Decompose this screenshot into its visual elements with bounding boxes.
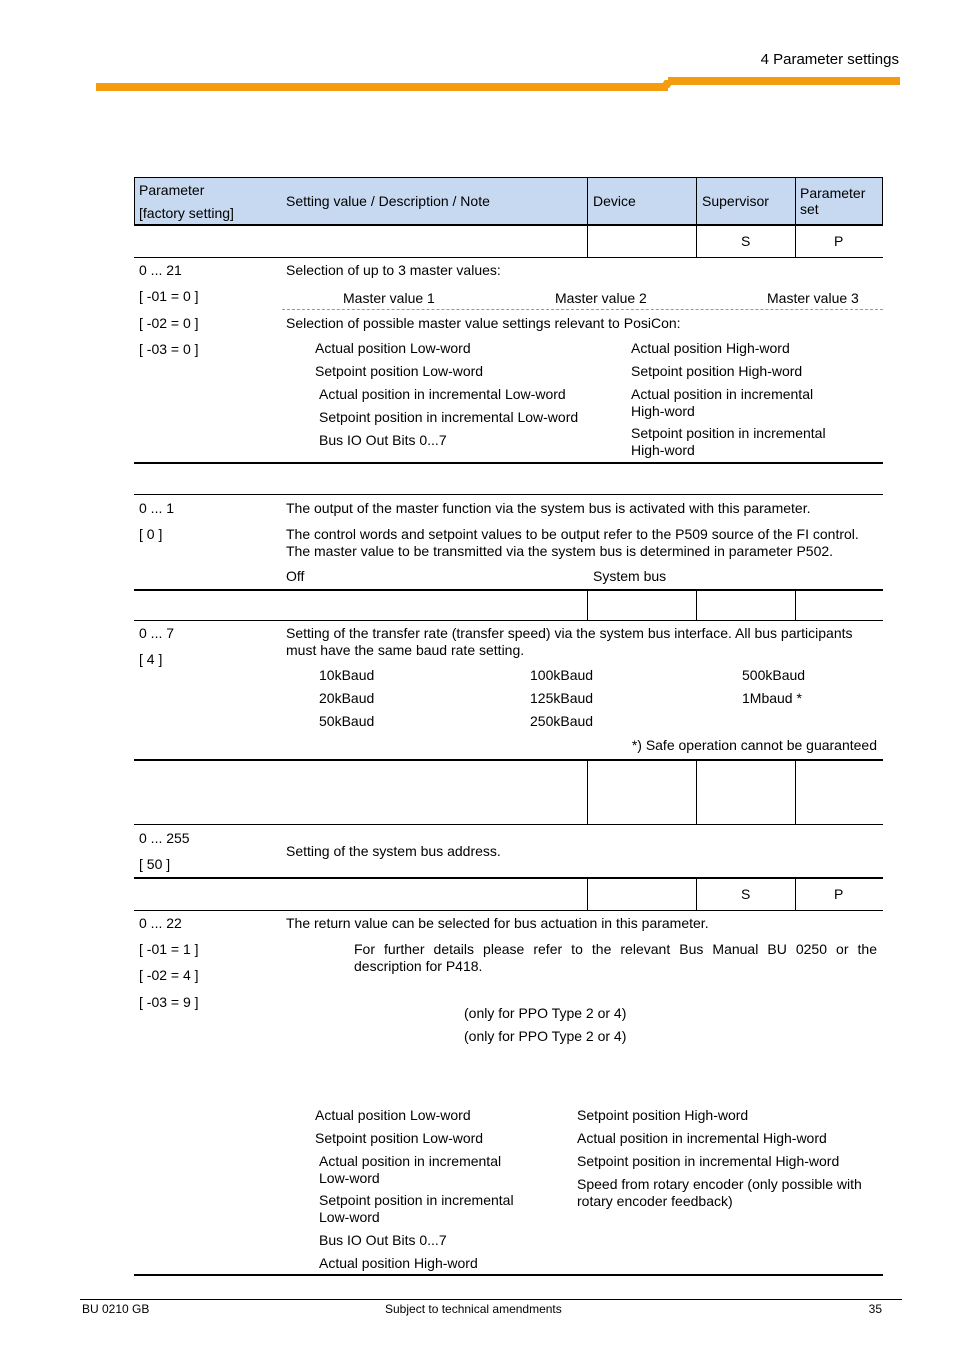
p3-baud-option: 10kBaud — [319, 667, 375, 683]
p1-range: 0 ... 21 — [139, 262, 182, 278]
header-parameter-set: Parameter set — [800, 185, 866, 217]
footer-notice: Subject to technical amendments — [385, 1302, 562, 1316]
p5-ppo-note: (only for PPO Type 2 or 4) — [464, 1005, 627, 1021]
p3-range: 0 ... 7 — [139, 625, 175, 641]
p5-option: Setpoint position in incremental High-word — [577, 1153, 840, 1169]
p5-note: For further details please refer to the relevant Bus Manual BU 0250 or the description for P418. — [354, 941, 877, 974]
p3-baud-option: 500kBaud — [742, 667, 806, 683]
p3-baud-option: 1Mbaud * — [742, 690, 802, 706]
p1-option: Actual position Low-word — [315, 340, 471, 356]
p5-option: Setpoint position in incremental Low-word — [319, 1192, 514, 1225]
p5-option: Actual position in incremental High-word — [577, 1130, 827, 1146]
p4-description: Setting of the system bus address. — [286, 843, 501, 859]
p4-factory: [ 50 ] — [139, 856, 171, 872]
p5-factory-01: [ -01 = 1 ] — [139, 941, 199, 957]
p3-baud-option: 250kBaud — [530, 713, 594, 729]
p1-description: Selection of up to 3 master values: — [286, 262, 501, 278]
p1-option: Bus IO Out Bits 0...7 — [319, 432, 447, 448]
p1-factory-03: [ -03 = 0 ] — [139, 341, 199, 357]
p1-description-2: Selection of possible master value settings relevant to PosiCon: — [286, 315, 681, 331]
p5-option: Bus IO Out Bits 0...7 — [319, 1232, 447, 1248]
p2-description-2: The control words and setpoint values to be output refer to the P509 source of the FI control. The master value to be transmitted via the system bus is determined in parameter P502. — [286, 526, 859, 559]
p5-option: Actual position in incremental Low-word — [319, 1153, 502, 1186]
p1-option: Setpoint position in incremental Low-word — [319, 409, 579, 425]
p5-ppo-note: (only for PPO Type 2 or 4) — [464, 1028, 627, 1044]
p5-parameter-set: P — [834, 886, 844, 902]
header-factory-setting: [factory setting] — [139, 205, 234, 221]
p1-option: Setpoint position in incremental High-word — [631, 425, 826, 458]
p5-option: Speed from rotary encoder (only possible with rotary encoder feedback) — [577, 1176, 862, 1209]
p5-description: The return value can be selected for bus actuation in this parameter. — [286, 915, 709, 931]
p5-range: 0 ... 22 — [139, 915, 182, 931]
p1-master-value-2: Master value 2 — [555, 290, 647, 306]
p5-option: Setpoint position Low-word — [315, 1130, 484, 1146]
header-setting-value: Setting value / Description / Note — [286, 193, 490, 209]
header-parameter: Parameter — [139, 182, 205, 198]
p3-factory: [ 4 ] — [139, 651, 163, 667]
p3-baud-option: 125kBaud — [530, 690, 594, 706]
p1-parameter-set: P — [834, 233, 844, 249]
header-device: Device — [593, 193, 636, 209]
p2-option-system-bus: System bus — [593, 568, 667, 584]
p5-option: Setpoint position High-word — [577, 1107, 749, 1123]
p2-description-1: The output of the master function via the system bus is activated with this parameter. — [286, 500, 811, 516]
table-header — [134, 177, 883, 225]
p5-supervisor: S — [741, 886, 751, 902]
p3-description: Setting of the transfer rate (transfer speed) via the system bus interface. All bus participants must have the same baud rate setting. — [286, 625, 853, 658]
p2-range: 0 ... 1 — [139, 500, 175, 516]
p1-master-value-3: Master value 3 — [767, 290, 859, 306]
p2-factory: [ 0 ] — [139, 526, 163, 542]
p5-factory-02: [ -02 = 4 ] — [139, 967, 199, 983]
p1-option: Setpoint position High-word — [631, 363, 803, 379]
p3-baud-option: 100kBaud — [530, 667, 594, 683]
chapter-title: 4 Parameter settings — [760, 51, 899, 68]
p1-master-value-1: Master value 1 — [343, 290, 435, 306]
page-number: 35 — [868, 1302, 882, 1316]
p5-option: Actual position High-word — [319, 1255, 478, 1271]
p3-baud-option: 50kBaud — [319, 713, 375, 729]
p1-factory-01: [ -01 = 0 ] — [139, 288, 199, 304]
p1-option: Actual position in incremental Low-word — [319, 386, 566, 402]
p5-factory-03: [ -03 = 9 ] — [139, 994, 199, 1010]
header-supervisor: Supervisor — [702, 193, 769, 209]
footer-document-id: BU 0210 GB — [82, 1302, 150, 1316]
p3-footnote: *) Safe operation cannot be guaranteed — [631, 737, 877, 753]
p1-option: Setpoint position Low-word — [315, 363, 484, 379]
p4-range: 0 ... 255 — [139, 830, 190, 846]
p1-option: Actual position in incremental High-word — [631, 386, 814, 419]
p3-baud-option: 20kBaud — [319, 690, 375, 706]
p1-factory-02: [ -02 = 0 ] — [139, 315, 199, 331]
p2-option-off: Off — [286, 568, 305, 584]
p1-supervisor: S — [741, 233, 751, 249]
p5-option: Actual position Low-word — [315, 1107, 471, 1123]
p1-option: Actual position High-word — [631, 340, 790, 356]
